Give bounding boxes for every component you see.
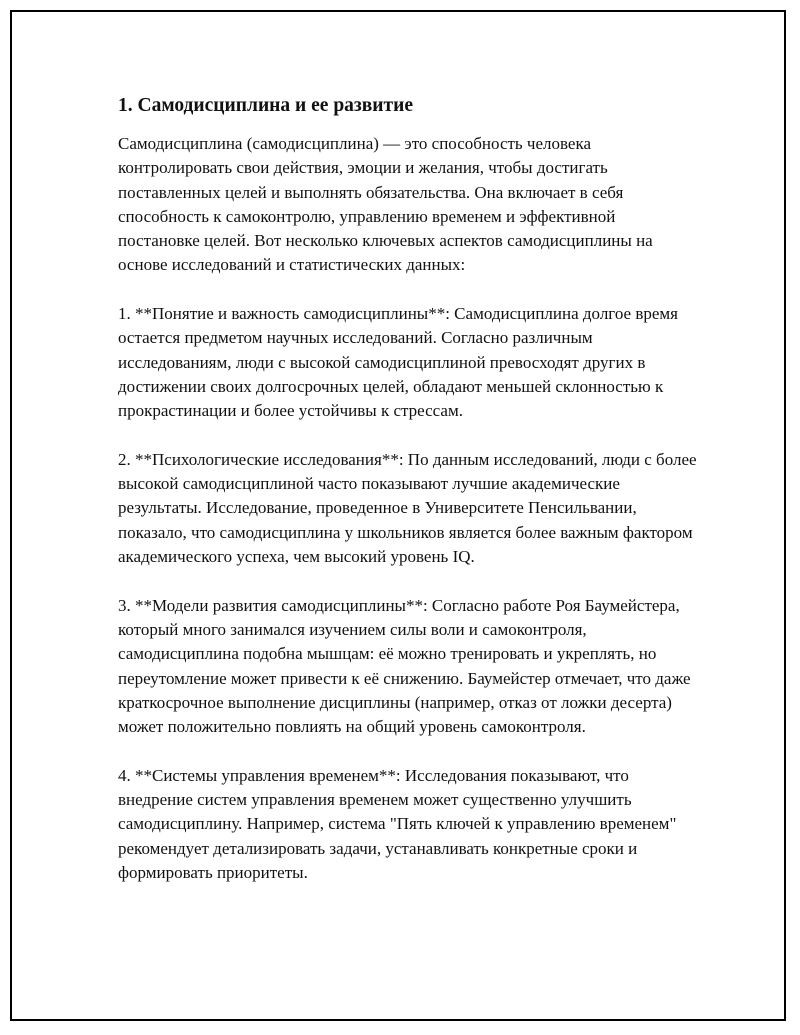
document-body — [118, 93, 698, 885]
point-4-paragraph: 4. **Системы управления временем**: Исследования показывают, что внедрение систем управления временем может существенно улучшить самодисциплину. Например, система "Пять ключей к управлению временем" рекомендует детализировать задачи, устанавливать конкретные сроки и формировать приоритеты. — [118, 765, 677, 882]
point-2-paragraph: 2. **Психологические исследования**: По данным исследований, люди с более высокой самодисциплиной часто показывают лучшие академические результаты. Исследование, проведенное в Университете Пенсильвании, показало, что самодисциплина у школьников является более важным фактором академического успеха, чем высокий уровень IQ. — [118, 449, 697, 567]
point-1-paragraph: 1. **Понятие и важность самодисциплины**: Самодисциплина долгое время остается предметом научных исследований. Согласно различным исследованиям, люди с высокой самодисциплиной превосходят других в достижении своих долгосрочных целей, обладают меньшей склонностью к прокрастинации и более устойчивы к стрессам. — [118, 304, 679, 421]
section-heading: 1. Самодисциплина и ее развитие — [118, 95, 414, 116]
point-3-paragraph: 3. **Модели развития самодисциплины**: Согласно работе Роя Баумейстера, который много занимался изучением силы воли и самоконтроля, самодисциплина подобна мышцам: её можно тренировать и укреплять, но переутомление может привести к её снижению. Баумейстер отмечает, что даже краткосрочное выполнение дисциплины (например, отказ от ложки десерта) может положительно повлиять на общий уровень самоконтроля. — [118, 595, 691, 737]
intro-paragraph: Самодисциплина (самодисциплина) — это способность человека контролировать свои действия, эмоции и желания, чтобы достигать поставленных целей и выполнять обязательства. Она включает в себя способность к самоконтролю, управлению временем и эффективной постановке целей. Вот несколько ключевых аспектов самодисциплины на основе исследований и статистических данных: — [118, 134, 653, 275]
